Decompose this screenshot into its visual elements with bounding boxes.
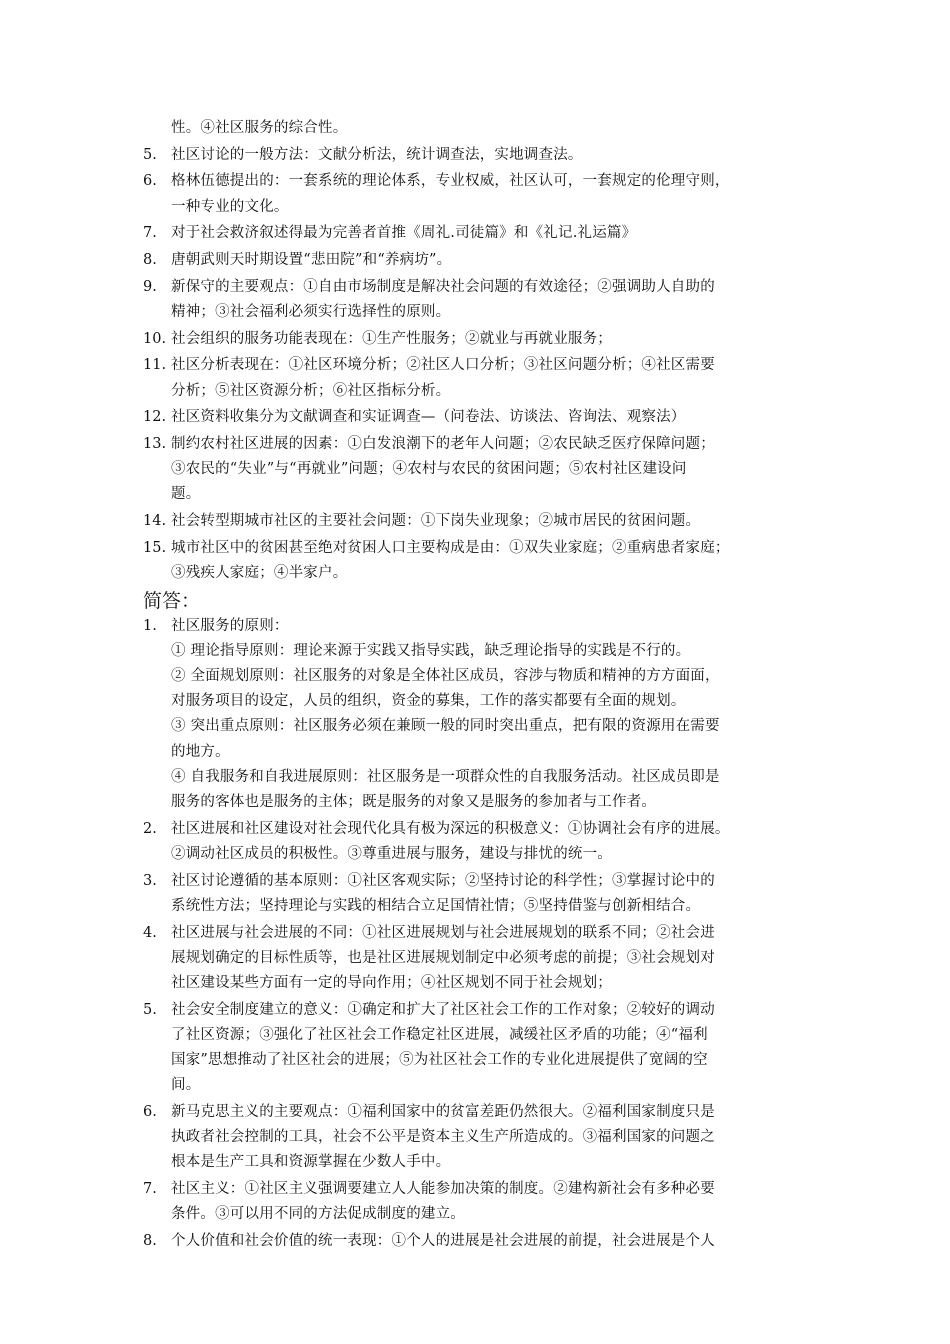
list-item-line: 对服务项目的设定，人员的组织，资金的募集，工作的落实都要有全面的规划。 xyxy=(171,693,686,710)
list-item-number: 12. xyxy=(143,409,167,426)
list-item-number: 6. xyxy=(143,173,157,190)
list-item-line: ④ 自我服务和自我进展原则：社区服务是一项群众性的自我服务活动。社区成员即是 xyxy=(171,768,720,785)
list-item-line: 社区讨论的一般方法：文献分析法，统计调查法，实地调查法。 xyxy=(171,146,583,163)
list-item-number: 5. xyxy=(143,146,157,163)
list-item-line: 展规划确定的目标性质等，也是社区进展规划制定中必须考虑的前提；③社会规划对 xyxy=(171,949,715,966)
list-item-line: 根本是生产工具和资源掌握在少数人手中。 xyxy=(171,1154,451,1171)
list-item-line: 社会安全制度建立的意义：①确定和扩大了社区社会工作的工作对象；②较好的调动 xyxy=(171,1001,715,1018)
list-item-number: 15. xyxy=(143,539,167,556)
list-item-number: 8. xyxy=(143,1232,157,1249)
list-item-number: 9. xyxy=(143,278,157,295)
list-item-line: 服务的客体也是服务的主体；既是服务的对象又是服务的参加者与工作者。 xyxy=(171,794,657,810)
list-item-line: 社区资料收集分为文献调查和实证调查—（问卷法、访谈法、咨询法、观察法） xyxy=(171,409,686,426)
list-item-line: 条件。③可以用不同的方法促成制度的建立。 xyxy=(171,1206,465,1223)
list-item-line: 国家”思想推动了社区社会的进展；⑤为社区社会工作的专业化进展提供了宽阔的空 xyxy=(171,1052,708,1068)
list-item-line: 执政者社会控制的工具，社会不公平是资本主义生产所造成的。③福利国家的问题之 xyxy=(171,1129,715,1146)
list-item-line: 分析；⑤社区资源分析；⑥社区指标分析。 xyxy=(171,382,451,399)
list-item-line: 社区进展和社区建设对社会现代化具有极为深远的积极意义：①协调社会有序的进展。 xyxy=(171,820,730,837)
list-item-number: 7. xyxy=(143,225,157,242)
list-item-line: 社区讨论遵循的基本原则：①社区客观实际；②坚持讨论的科学性；③掌握讨论中的 xyxy=(171,872,715,889)
list-item-number: 4. xyxy=(143,924,157,941)
list-item-line: 间。 xyxy=(171,1077,201,1094)
list-item-line: ③ 突出重点原则：社区服务必须在兼顾一般的同时突出重点，把有限的资源用在需要 xyxy=(171,718,720,735)
list-item-line: 制约农村社区进展的因素：①白发浪潮下的老年人问题；②农民缺乏医疗保障问题； xyxy=(171,435,715,452)
list-item-line: 精神；③社会福利必须实行选择性的原则。 xyxy=(171,303,451,320)
list-item-number: 6. xyxy=(143,1103,157,1120)
list-item-line: 新保守的主要观点：①自由市场制度是解决社会问题的有效途径；②强调助人自助的 xyxy=(171,278,715,295)
list-item-line: 社区主义：①社区主义强调要建立人人能参加决策的制度。②建构新社会有多种必要 xyxy=(171,1181,715,1197)
list-item-line: 社区分析表现在：①社区环境分析；②社区人口分析；③社区问题分析；④社区需要 xyxy=(171,357,715,374)
list-item-number: 3. xyxy=(143,872,157,889)
list-item-line: 社区建设某些方面有一定的导向作用；④社区规划不同于社会规划； xyxy=(171,974,612,991)
list-item-number: 13. xyxy=(143,435,167,452)
list-item-number: 7. xyxy=(143,1181,157,1197)
list-item-line: 的地方。 xyxy=(171,743,230,760)
list-item-line: 对于社会救济叙述得最为完善者首推《周礼.司徒篇》和《礼记.礼运篇》 xyxy=(171,225,637,242)
list-item-number: 8. xyxy=(143,252,157,268)
list-item-line: 系统性方法；坚持理论与实践的相结合立足国情社情；⑤坚持借鉴与创新相结合。 xyxy=(171,897,701,914)
list-item-line: 社区服务的原则： xyxy=(171,617,289,634)
list-item-line: ②调动社区成员的积极性。③尊重进展与服务，建设与排忧的统一。 xyxy=(171,845,612,862)
list-item-line: 格林伍德提出的：一套系统的理论体系，专业权威，社区认可，一套规定的伦理守则， xyxy=(171,173,730,190)
list-item-number: 14. xyxy=(143,513,167,529)
list-item-line: 社会组织的服务功能表现在：①生产性服务；②就业与再就业服务； xyxy=(171,330,612,347)
list-item-number: 11. xyxy=(143,357,167,374)
section-heading: 简答： xyxy=(143,589,201,612)
list-item-line: 唐朝武则天时期设置“悲田院”和“养病坊”。 xyxy=(171,252,452,268)
list-item-number: 10. xyxy=(143,330,167,347)
list-item-line: 性。④社区服务的综合性。 xyxy=(171,120,348,136)
list-item-number: 5. xyxy=(143,1001,157,1018)
list-item-line: ① 理论指导原则：理论来源于实践又指导实践，缺乏理论指导的实践是不行的。 xyxy=(171,642,691,659)
list-item-line: 个人价值和社会价值的统一表现：①个人的进展是社会进展的前提，社会进展是个人 xyxy=(171,1232,715,1249)
list-item-number: 2. xyxy=(143,820,157,837)
list-item-line: ③残疾人家庭；④半家户。 xyxy=(171,564,348,581)
list-item-line: 社会转型期城市社区的主要社会问题：①下岗失业现象；②城市居民的贫困问题。 xyxy=(171,513,701,529)
list-item-line: ② 全面规划原则：社区服务的对象是全体社区成员，容涉与物质和精神的方方面面， xyxy=(171,668,720,684)
list-item-line: 城市社区中的贫困甚至绝对贫困人口主要构成是由：①双失业家庭；②重病患者家庭； xyxy=(171,539,730,556)
list-item-line: 题。 xyxy=(171,486,201,503)
list-item-line: 了社区资源；③强化了社区社会工作稳定社区进展，减缓社区矛盾的功能；④“福利 xyxy=(171,1026,708,1043)
list-item-line: ③农民的“失业”与“再就业”问题；④农村与农民的贫困问题；⑤农村社区建设问 xyxy=(171,461,687,478)
list-item-number: 1. xyxy=(143,617,157,634)
list-item-line: 社区进展与社会进展的不同：①社区进展规划与社会进展规划的联系不同；②社会进 xyxy=(171,924,715,941)
list-item-line: 一种专业的文化。 xyxy=(171,198,289,215)
list-item-line: 新马克思主义的主要观点：①福利国家中的贫富差距仍然很大。②福利国家制度只是 xyxy=(171,1103,715,1120)
